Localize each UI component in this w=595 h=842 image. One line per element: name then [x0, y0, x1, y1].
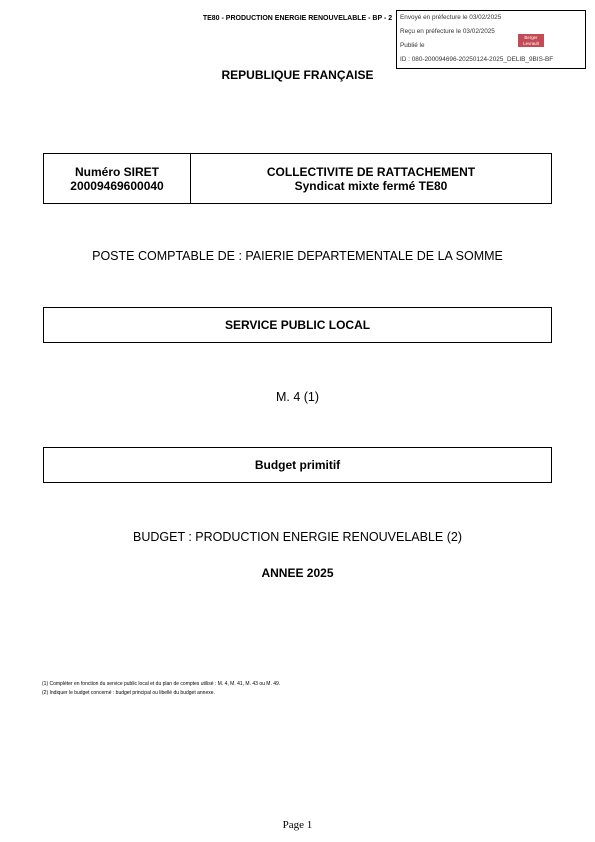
siret-label: Numéro SIRET — [74, 165, 159, 179]
siret-value: 20009469600040 — [70, 179, 164, 193]
stamp-sent-date: Envoyé en préfecture le 03/02/2025 — [400, 14, 502, 21]
nomenclature: M. 4 (1) — [275, 390, 320, 404]
stamp-received-date: Reçu en préfecture le 03/02/2025 — [400, 28, 495, 35]
berger-levrault-logo-icon — [518, 34, 544, 47]
year-heading: ANNEE 2025 — [261, 566, 334, 580]
page-number: Page 1 — [282, 819, 313, 831]
prefecture-stamp — [396, 10, 586, 69]
logo-line-1: Berger — [524, 35, 538, 40]
collectivity-name: Syndicat mixte fermé TE80 — [294, 179, 448, 193]
collectivity-cell — [191, 154, 551, 203]
budget-name: BUDGET : PRODUCTION ENERGIE RENOUVELABLE (2) — [133, 530, 462, 544]
poste-comptable: POSTE COMPTABLE DE : PAIERIE DEPARTEMENTALE DE LA SOMME — [92, 249, 503, 263]
republic-heading: REPUBLIQUE FRANÇAISE — [221, 68, 374, 82]
siret-cell — [44, 154, 191, 203]
budget-type-box: Budget primitif — [43, 447, 552, 483]
siret-table — [43, 153, 552, 204]
service-box: SERVICE PUBLIC LOCAL — [43, 307, 552, 343]
logo-line-2: Levrault — [523, 41, 539, 46]
stamp-id: ID : 080-200094696-20250124-2025_DELIB_9BIS-BF — [400, 56, 554, 63]
stamp-published: Publié le — [400, 42, 425, 49]
footnote-2: (2) Indiquer le budget concerné : budget principal ou libellé du budget annexe. — [42, 690, 215, 696]
footnote-1: (1) Compléter en fonction du service public local et du plan de comptes utilisé : M. 4, M. 41, M. 43 ou M. 49. — [42, 681, 281, 687]
collectivity-label: COLLECTIVITE DE RATTACHEMENT — [266, 165, 476, 179]
document-header-title: TE80 - PRODUCTION ENERGIE RENOUVELABLE - BP - 2 — [202, 15, 393, 22]
